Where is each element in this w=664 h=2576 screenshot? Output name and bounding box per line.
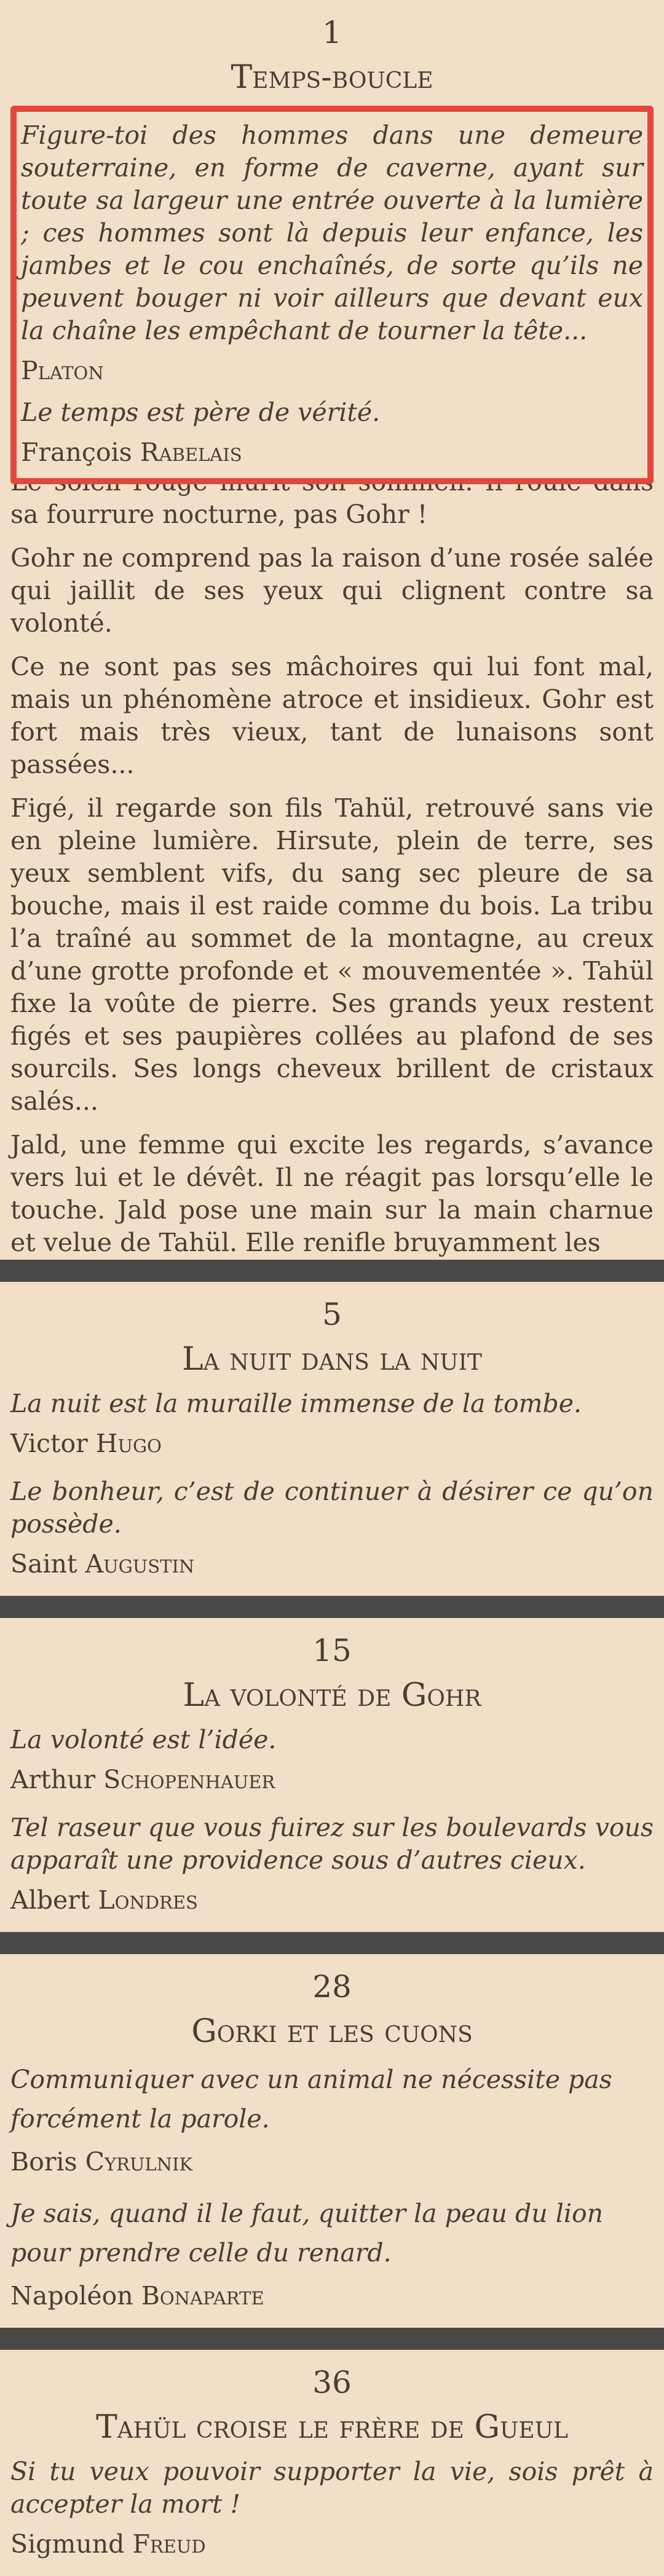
body-paragraph: Ce ne sont pas ses mâchoires qui lui font mal, mais un phénomène atroce et insidieux. Gohr est fort mais très vieux, tant de lunaisons sont passées... bbox=[10, 652, 654, 779]
author-last-name: Hugo bbox=[95, 1429, 162, 1458]
epigraph-quote: Le temps est père de vérité. bbox=[21, 398, 381, 427]
chapter-1[interactable] bbox=[0, 0, 664, 1260]
author-last-name: Platon bbox=[21, 356, 104, 385]
chapter-28[interactable] bbox=[0, 1954, 664, 2328]
author-first-name: Boris bbox=[10, 2147, 77, 2177]
epigraph-quote: La nuit est la muraille immense de la tombe. bbox=[10, 1389, 582, 1418]
epigraph-quote: La volonté est l’idée. bbox=[10, 1725, 277, 1754]
chapter-36[interactable] bbox=[0, 2350, 664, 2576]
epigraph-author bbox=[10, 2279, 654, 2313]
author-last-name: Augustin bbox=[85, 1549, 195, 1579]
author-last-name: Freud bbox=[132, 2529, 206, 2559]
author-last-name: Cyrulnik bbox=[85, 2147, 193, 2177]
epigraph-author bbox=[21, 435, 643, 469]
chapter-number: 1 bbox=[322, 15, 342, 50]
chapter-number: 28 bbox=[312, 1969, 352, 2005]
chapter-title: La volonté de Gohr bbox=[183, 1677, 481, 1714]
body-paragraph: Jald, une femme qui excite les regards, s’avance vers lui et le dévêt. Il ne réagit pas lorsqu’elle le touche. Jald pose une main sur la main charnue et velue de Tahül. Elle renifle bruyamment les bbox=[10, 1130, 654, 1257]
author-first-name: Arthur bbox=[10, 1765, 96, 1794]
author-last-name: Bonaparte bbox=[141, 2281, 264, 2311]
epigraph-author bbox=[10, 2145, 654, 2179]
epigraph-author bbox=[10, 1547, 654, 1581]
author-first-name: Victor bbox=[10, 1429, 88, 1458]
epigraphs bbox=[0, 106, 664, 484]
chapter-5[interactable] bbox=[0, 1282, 664, 1596]
chapter-number: 15 bbox=[312, 1633, 352, 1668]
author-first-name: Albert bbox=[10, 1885, 90, 1915]
epigraph-quote: Communiquer avec un animal ne nécessite pas forcément la parole. bbox=[10, 2065, 612, 2134]
epigraph-quote: Tel raseur que vous fuirez sur les boulevards vous apparaît une providence sous d’autres cieux. bbox=[10, 1813, 654, 1875]
epigraphs bbox=[0, 2456, 664, 2561]
author-first-name: Sigmund bbox=[10, 2529, 125, 2559]
epigraph-author bbox=[21, 353, 643, 388]
chapter-15[interactable] bbox=[0, 1618, 664, 1932]
chapter-number: 5 bbox=[322, 1297, 342, 1332]
author-first-name: Napoléon bbox=[10, 2281, 133, 2311]
epigraphs bbox=[0, 1724, 664, 1917]
chapter-separator bbox=[0, 2328, 664, 2350]
epigraphs bbox=[0, 2060, 664, 2313]
chapter-body-text bbox=[0, 466, 664, 1260]
chapter-title: Gorki et les cuons bbox=[191, 2013, 473, 2050]
epigraph-author bbox=[10, 1883, 654, 1917]
epigraph-author bbox=[10, 1426, 654, 1461]
epigraph-author bbox=[10, 1762, 654, 1797]
author-first-name: François bbox=[21, 438, 132, 467]
chapter-separator bbox=[0, 1260, 664, 1282]
chapter-title: Tahül croise le frère de Gueul bbox=[96, 2409, 568, 2446]
body-paragraph: Figé, il regarde son fils Tahül, retrouvé sans vie en pleine lumière. Hirsute, plein de terre, ses yeux semblent vifs, du sang sec pleure de sa bouche, mais il est raide comme du bois. La tribu l’a traîné au sommet de la montagne, au creux d’une grotte profonde et « mouvementée ». Tahül fixe la voûte de pierre. Ses grands yeux restent figés et ses paupières collées au plafond de ses sourcils. Ses longs cheveux brillent de cristaux salés... bbox=[10, 793, 654, 1116]
epigraph-author bbox=[10, 2527, 654, 2561]
body-paragraph: Gohr ne comprend pas la raison d’une rosée salée qui jaillit de ses yeux qui clignent contre sa volonté. bbox=[10, 543, 654, 638]
chapter-number: 36 bbox=[312, 2365, 352, 2400]
epigraph-quote: Je sais, quand il le faut, quitter la peau du lion pour prendre celle du renard. bbox=[10, 2199, 604, 2268]
epigraph-quote: Figure-toi des hommes dans une demeure souterraine, en forme de caverne, ayant sur toute sa largeur une entrée ouverte à la lumière ; ces hommes sont là depuis leur enfance, les jambes et le cou enchaînés, de sorte qu’ils ne peuvent bouger ni voir ailleurs que devant eux la chaîne les empêchant de tourner la tête... bbox=[21, 120, 643, 345]
epigraph-quote: Si tu veux pouvoir supporter la vie, sois prêt à accepter la mort ! bbox=[10, 2457, 654, 2519]
author-first-name: Saint bbox=[10, 1549, 77, 1579]
author-last-name: Rabelais bbox=[140, 438, 242, 467]
epigraph-quote: Le bonheur, c’est de continuer à désirer ce qu’on possède. bbox=[10, 1477, 654, 1539]
chapter-separator bbox=[0, 1932, 664, 1954]
chapter-title: La nuit dans la nuit bbox=[182, 1341, 482, 1378]
epigraphs bbox=[0, 1388, 664, 1581]
chapter-separator bbox=[0, 1596, 664, 1618]
author-last-name: Schopenhauer bbox=[103, 1765, 275, 1794]
author-last-name: Londres bbox=[98, 1885, 198, 1915]
highlighted-epigraph-box bbox=[10, 106, 654, 484]
chapter-title: Temps-boucle bbox=[231, 59, 433, 96]
body-paragraph: sa fourrure nocturne, pas Gohr ! bbox=[10, 500, 428, 529]
